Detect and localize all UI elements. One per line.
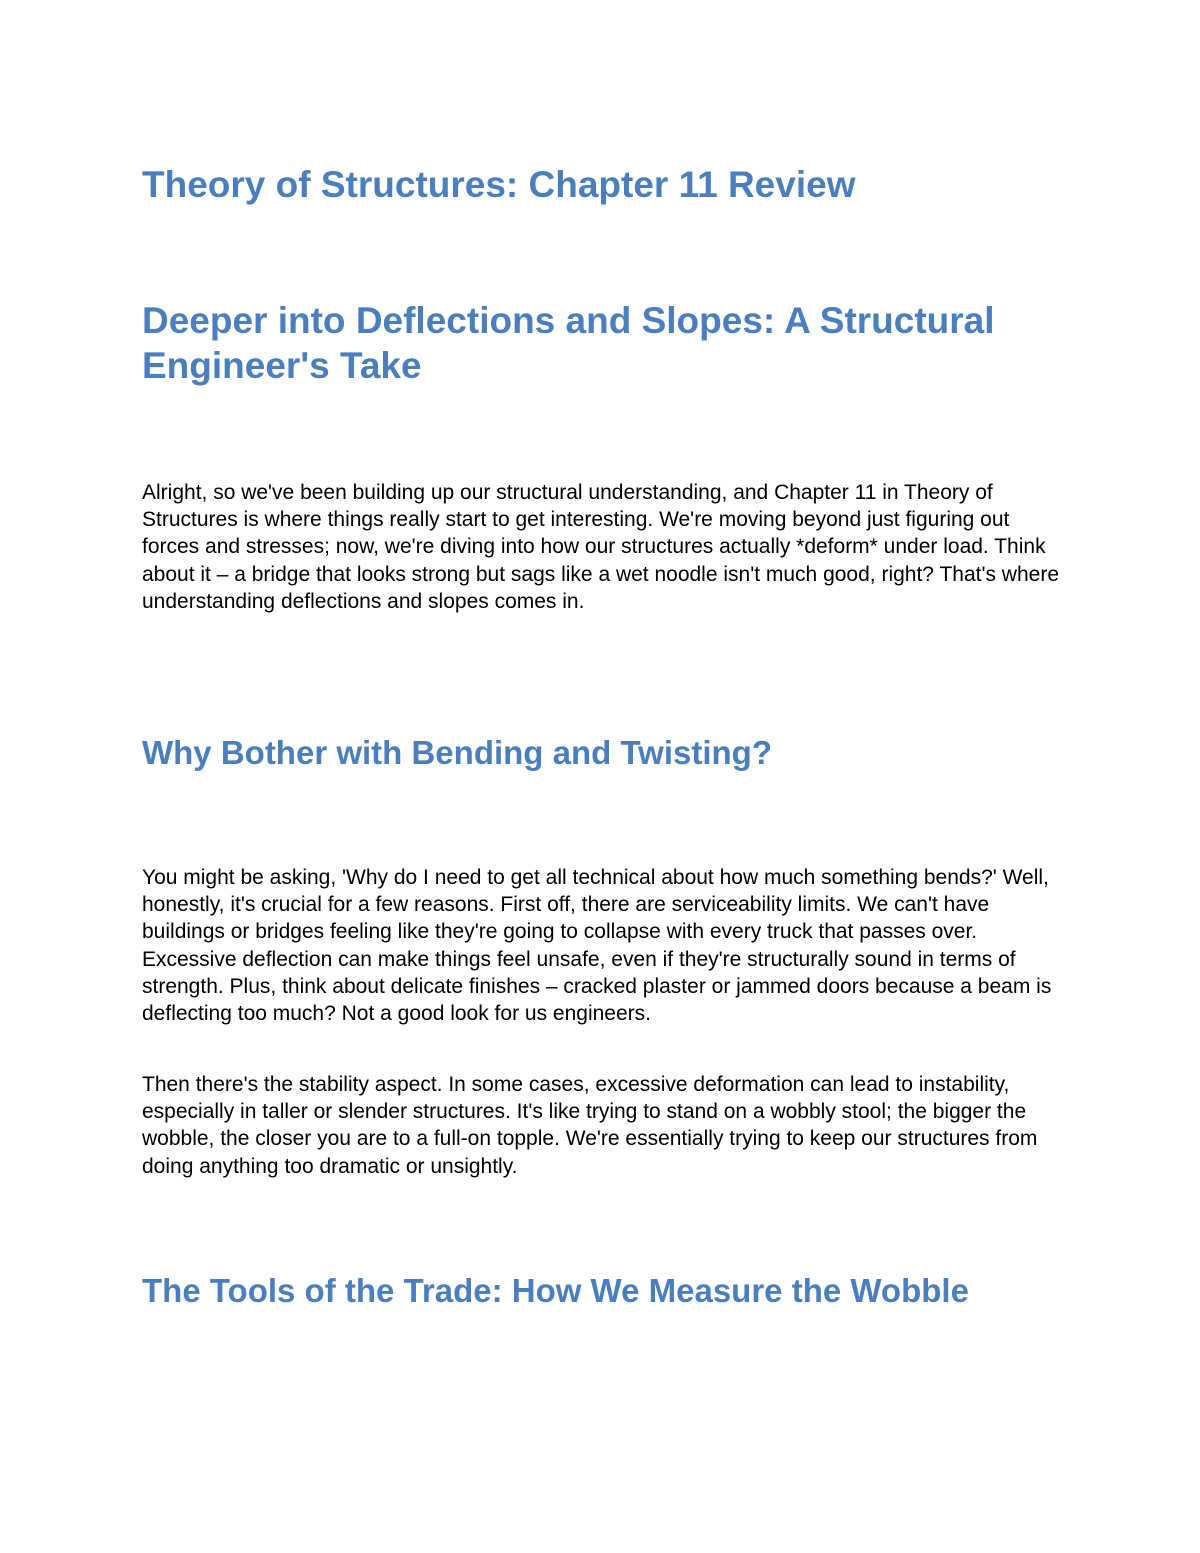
section-paragraph: You might be asking, 'Why do I need to get all technical about how much something bends?' Well, honestly, it's crucial for a few reasons. First off, there are serviceability limits. We can't have buildings or bridges feeling like they're going to collapse with every truck that passes over. Excessive deflection can make things feel unsafe, even if they're structurally sound in terms of strength. Plus, think about delicate finishes – cracked plaster or jammed doors because a beam is deflecting too much? Not a good look for us engineers. [142,866,1052,1026]
document-subtitle: Deeper into Deflections and Slopes: A Structural Engineer's Take [142,300,995,386]
section-paragraph: Then there's the stability aspect. In some cases, excessive deformation can lead to instability, especially in taller or slender structures. It's like trying to stand on a wobbly stool; the bigger the wobble, the closer you are to a full-on topple. We're essentially trying to keep our structures from doing anything too dramatic or unsightly. [142,1073,1038,1178]
intro-paragraph: Alright, so we've been building up our structural understanding, and Chapter 11 in Theory of Structures is where things really start to get interesting. We're moving beyond just figuring out forces and stresses; now, we're diving into how our structures actually *deform* under load. Think about it – a bridge that looks strong but sags like a wet noodle isn't much good, right? That's where understanding deflections and slopes comes in. [142,481,1060,613]
section-heading-tools-of-the-trade: The Tools of the Trade: How We Measure the Wobble [142,1272,969,1309]
document-title: Theory of Structures: Chapter 11 Review [142,164,856,205]
section-heading-why-bother: Why Bother with Bending and Twisting? [142,734,772,771]
